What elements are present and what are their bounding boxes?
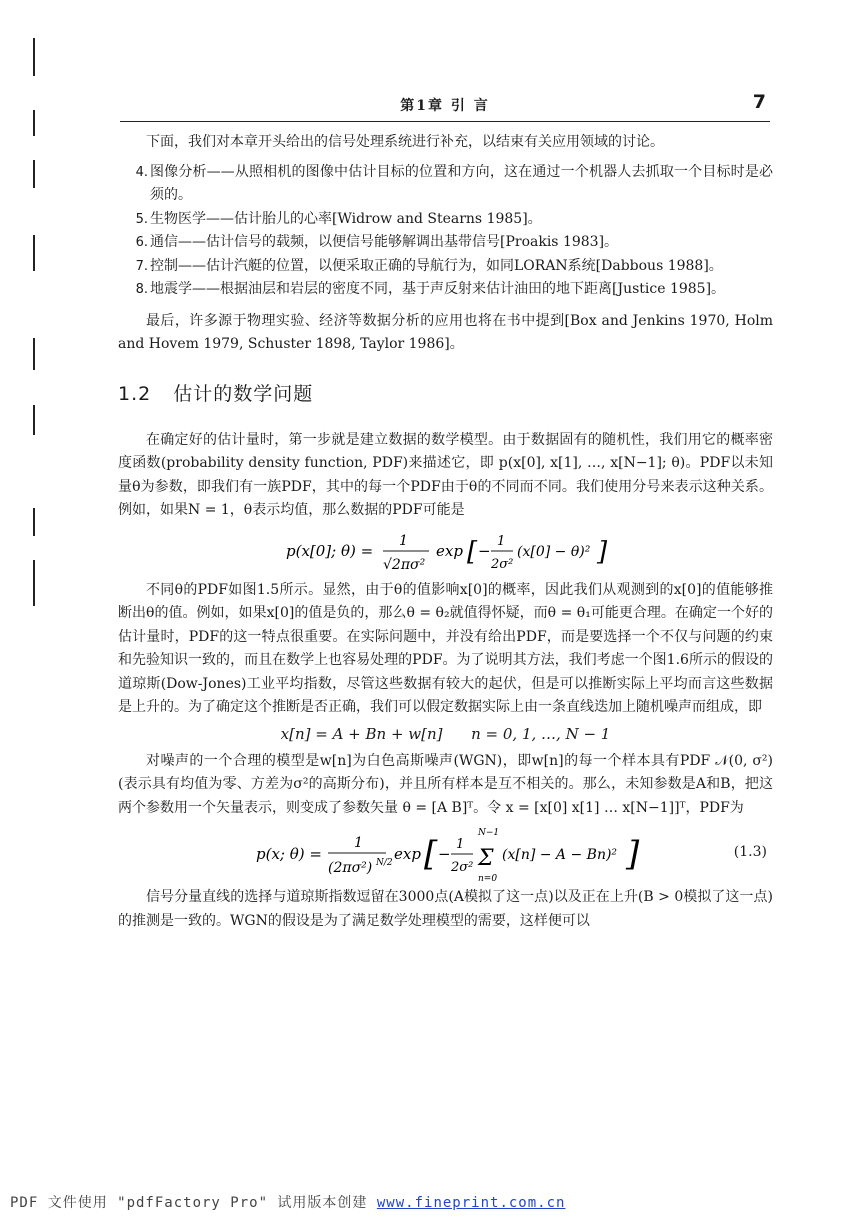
equation-1 [118,523,773,579]
svg-text:N/2: N/2 [375,858,393,868]
svg-text:[: [ [466,536,477,567]
svg-text:N−1: N−1 [477,828,499,838]
svg-text:(x[n] − A − Bn)²: (x[n] − A − Bn)² [501,847,617,863]
svg-text:exp: exp [393,845,421,863]
margin-bar [33,405,35,435]
body-paragraph: 不同θ的PDF如图1.5所示。显然，由于θ的值影响x[0]的概率，因此我们从观测到的x[0]的值能够推断出θ的值。例如，如果x[0]的值是负的，那么θ = θ₂就值得怀疑，而θ = θ₁可能更合理。在确定一个好的估计量时，PDF的这一特点很重要。在实际问题中，并没有给出PDF，而是要选择一个不仅与问题的约束和先验知识一致的，而且在数学上也容易处理的PDF。为了说明其方法，我们考虑一个图1.6所示的假设的道琼斯(Dow-Jones)工业平均指数，尽管这些数据有较大的起伏，但是可以推断实际上平均而言这些数据是上升的。为了确定这个推断是否正确，我们可以假定数据实际上由一条直线迭加上随机噪声而组成，即 [118,581,773,715]
equation-3 [118,820,773,886]
svg-text:p(x; θ) =: p(x; θ) = [255,845,322,863]
svg-text:1: 1 [398,532,408,549]
page-body [118,131,773,933]
application-list [118,161,773,302]
section-heading [118,379,773,409]
body-paragraph: 信号分量直线的选择与道琼斯指数逗留在3000点(A模拟了这一点)以及正在上升(B > 0模拟了这一点)的推测是一致的。WGN的假设是为了满足数学处理模型的需要，这样便可以 [118,889,773,929]
eq1-lhs: p(x[0]; θ) = [285,541,373,560]
svg-text:]: ] [625,834,639,874]
section-title: 估计的数学问题 [173,382,314,405]
footer-text: PDF 文件使用 "pdfFactory Pro" 试用版本创建 [10,1195,377,1211]
body-paragraph: 在确定好的估计量时，第一步就是建立数据的数学模型。由于数据固有的随机性，我们用它的概率密度函数(probability density function, PDF)来描述它，即 p(x[0], x[1], …, x[N−1]; θ)。PDF以未知量θ为参数，即我们有一族PDF，其中的每一个PDF由于θ的不同而不同。我们使用分号来表示这种关系。例如，如果N = 1，θ表示均值，那么数据的PDF可能是 [118,431,773,518]
list-item: 7. 控制——估计汽艇的位置，以便采取正确的导航行为，如同LORAN系统[Dabbous 1988]。 [135,257,723,274]
equation-2: x[n] = A + Bn + w[n] n = 0, 1, …, N − 1 [280,724,611,743]
margin-bar [33,110,35,136]
equation-1-graphic [281,525,611,577]
final-paragraph: 最后，许多源于物理实验、经济等数据分析的应用也将在书中提到[Box and Jenkins 1970, Holm and Hovem 1979, Schuster 1898, Taylor 1986]。 [118,312,773,352]
margin-bar [33,235,35,271]
svg-text:n=0: n=0 [477,874,497,884]
svg-text:Σ: Σ [477,846,494,871]
running-header [120,93,770,122]
svg-text:−: − [437,845,451,863]
section-number: 1.2 [118,382,152,405]
margin-bar [33,160,35,188]
svg-text:exp: exp [435,541,463,560]
list-item: 5. 生物医学——估计胎儿的心率[Widrow and Stearns 1985]。 [135,210,542,227]
footer-link[interactable]: www.fineprint.com.cn [376,1195,566,1211]
svg-text:(x[0] − θ)²: (x[0] − θ)² [516,543,590,560]
intro-paragraph: 下面，我们对本章开头给出的信号处理系统进行补充，以结束有关应用领域的讨论。 [146,134,664,150]
equation-3-graphic [246,821,646,885]
body-paragraph: 对噪声的一个合理的模型是w[n]为白色高斯噪声(WGN)，即w[n]的每一个样本具有PDF 𝒩(0, σ²)(表示具有均值为零、方差为σ²的高斯分布)，并且所有样本是互不相关的。那么，未知参数是A和B，把这两个参数用一个矢量表示，则变成了参数矢量 θ = [A B]ᵀ。令 x = [x[0] x[1] … x[N−1]]ᵀ，PDF为 [118,752,773,816]
margin-bar [33,508,35,536]
svg-text:1: 1 [353,835,363,851]
margin-bar [33,560,35,606]
svg-text:−: − [477,541,491,560]
page-number: 7 [752,91,766,113]
svg-text:1: 1 [455,837,464,852]
list-item: 4. 图像分析——从照相机的图像中估计目标的位置和方向，这在通过一个机器人去抓取一个目标时是必须的。 [135,163,773,203]
equation-number: (1.3) [733,844,767,861]
svg-text:1: 1 [496,533,505,549]
margin-bar [33,338,35,370]
list-item: 8. 地震学——根据油层和岩层的密度不同，基于声反射来估计油田的地下距离[Justice 1985]。 [135,281,726,297]
svg-text:(2πσ²): (2πσ²) [327,860,372,876]
chapter-title: 第1章 引 言 [400,98,490,114]
svg-text:2σ²: 2σ² [490,556,513,572]
list-item: 6. 通信——估计信号的载频，以便信号能够解调出基带信号[Proakis 1983]。 [135,234,619,250]
margin-bar [33,38,35,76]
pdf-watermark-footer [0,1192,868,1212]
svg-text:[: [ [423,834,437,874]
svg-text:√2πσ²: √2πσ² [382,556,425,573]
svg-text:2σ²: 2σ² [450,860,473,875]
svg-text:]: ] [596,536,607,567]
